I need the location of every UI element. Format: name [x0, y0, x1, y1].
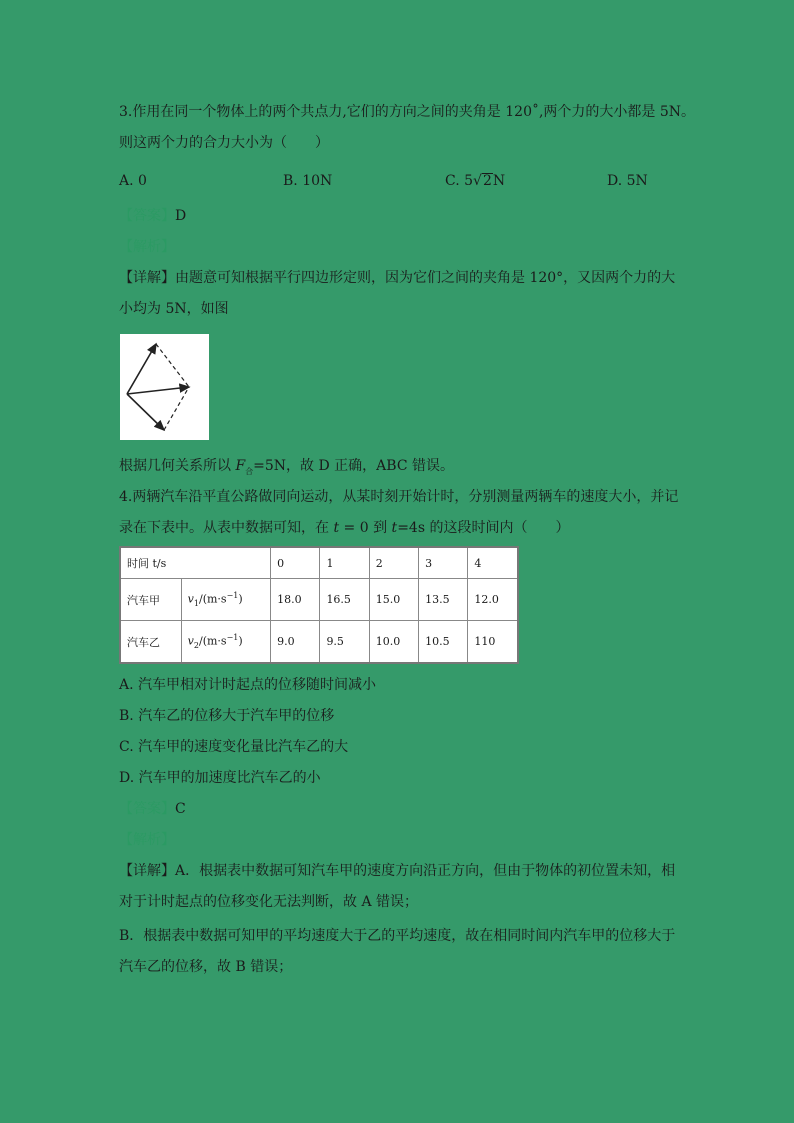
q3-detail-line-1: 【详解】由题意可知根据平行四边形定则，因为它们之间的夹角是 120°，又因两个力的大: [119, 270, 676, 286]
q4-stem-text-b: = 0 到: [339, 520, 392, 536]
q3-option-c-prefix: C. 5: [445, 173, 474, 189]
table-header-time: 0: [271, 547, 320, 579]
q4-answer-tag: 【答案】: [119, 801, 175, 817]
q4-stem-line-1: 4.两辆汽车沿平直公路做同向运动，从某时刻开始计时，分别测量两辆车的速度大小，并记: [119, 489, 679, 505]
table-row-quantity: [181, 621, 270, 663]
quantity-sub: 2: [193, 640, 199, 650]
q3-conclusion-text-a: 根据几何关系所以: [119, 458, 236, 474]
table-header-time: 1: [320, 547, 369, 579]
table-cell: 15.0: [369, 579, 418, 621]
q4-option-a: A. 汽车甲相对计时起点的位移随时间减小: [119, 677, 377, 693]
table-header-time: 4: [468, 547, 518, 579]
table-cell: 13.5: [419, 579, 468, 621]
dashed-side-2: [164, 387, 189, 430]
velocity-table: [119, 546, 519, 664]
q3-option-d: D. 5N: [607, 173, 648, 189]
table-row-quantity: [181, 579, 270, 621]
force-vector-1: [127, 344, 156, 394]
q4-stem-text-c: =4s 的这段时间内（ ）: [397, 520, 570, 536]
q4-detail-line-3: B．根据表中数据可知甲的平均速度大于乙的平均速度，故在相同时间内汽车甲的位移大于: [119, 928, 676, 944]
q3-answer: [119, 206, 186, 226]
q4-stem-t2: t: [391, 520, 398, 536]
table-cell: 12.0: [468, 579, 518, 621]
table-cell: 18.0: [271, 579, 320, 621]
q3-conclusion-text-b: =5N，故 D 正确，ABC 错误。: [253, 458, 455, 474]
table-cell: 9.0: [271, 621, 320, 663]
quantity-unit-a: /(m·s: [198, 592, 227, 606]
q3-answer-tag: 【答案】: [119, 208, 175, 224]
q4-detail-line-2: 对于计时起点的位移变化无法判断，故 A 错误；: [119, 894, 419, 910]
q3-stem-line-2: 则这两个力的合力大小为（ ）: [119, 135, 329, 151]
q4-stem-t1: t: [333, 520, 340, 536]
q4-analysis-tag: [119, 830, 175, 850]
table-cell: 10.5: [419, 621, 468, 663]
table-cell: 16.5: [320, 579, 369, 621]
q4-detail-line-1: 【详解】A．根据表中数据可知汽车甲的速度方向沿正方向，但由于物体的初位置未知，相: [119, 863, 676, 879]
q3-option-b: B. 10N: [283, 173, 333, 189]
q3-option-c-suffix: N: [492, 173, 506, 189]
dashed-side-1: [156, 344, 189, 387]
q3-option-c: C. 5√2N: [445, 173, 506, 189]
q3-option-c-radicand: 2: [482, 173, 492, 189]
q3-analysis-tag: [119, 237, 175, 257]
table-row: [120, 621, 518, 663]
table-header-time: 3: [419, 547, 468, 579]
force-vector-2: [127, 394, 164, 430]
q3-detail-line-2: 小均为 5N，如图: [119, 301, 229, 317]
quantity-unit-sup: −1: [226, 633, 239, 643]
q3-answer-value: D: [175, 208, 187, 224]
q3-stem-line-1: 3.作用在同一个物体上的两个共点力,它们的方向之间的夹角是 120˚,两个力的大小都是 5N。: [119, 104, 696, 120]
q4-answer-value: C: [175, 801, 186, 817]
quantity-sub: 1: [193, 599, 199, 609]
q4-stem-text-a: 录在下表中。从表中数据可知，在: [119, 520, 334, 536]
table-header-label: 时间 t/s: [120, 547, 271, 579]
q4-detail-line-4: 汽车乙的位移，故 B 错误；: [119, 959, 293, 975]
quantity-unit-a: /(m·s: [198, 634, 227, 648]
force-diagram-svg: [120, 334, 209, 440]
quantity-var: v: [187, 592, 194, 606]
q3-conclusion: [119, 456, 454, 482]
quantity-unit-sup: −1: [226, 591, 239, 601]
q4-option-c: C. 汽车甲的速度变化量比汽车乙的大: [119, 739, 349, 755]
table-header-time: 2: [369, 547, 418, 579]
table-cell: 110: [468, 621, 518, 663]
force-parallelogram-figure: [120, 334, 209, 440]
table-row-name: 汽车甲: [120, 579, 181, 621]
q3-conclusion-f: F: [235, 458, 246, 474]
quantity-unit-b: ): [238, 592, 243, 606]
q3-option-a: A. 0: [119, 173, 147, 189]
quantity-var: v: [187, 634, 194, 648]
q4-analysis-label: 【解析】: [119, 832, 175, 848]
q3-conclusion-sub: 合: [245, 466, 254, 476]
q4-option-d: D. 汽车甲的加速度比汽车乙的小: [119, 770, 321, 786]
q4-option-b: B. 汽车乙的位移大于汽车甲的位移: [119, 708, 335, 724]
resultant-vector: [127, 387, 189, 394]
table-row: [120, 579, 518, 621]
q3-analysis-label: 【解析】: [119, 239, 175, 255]
table-header-row: [120, 547, 518, 579]
table-cell: 9.5: [320, 621, 369, 663]
q4-answer: [119, 799, 186, 819]
q4-stem-line-2: [119, 518, 569, 538]
quantity-unit-b: ): [238, 634, 243, 648]
table-row-name: 汽车乙: [120, 621, 181, 663]
table-cell: 10.0: [369, 621, 418, 663]
